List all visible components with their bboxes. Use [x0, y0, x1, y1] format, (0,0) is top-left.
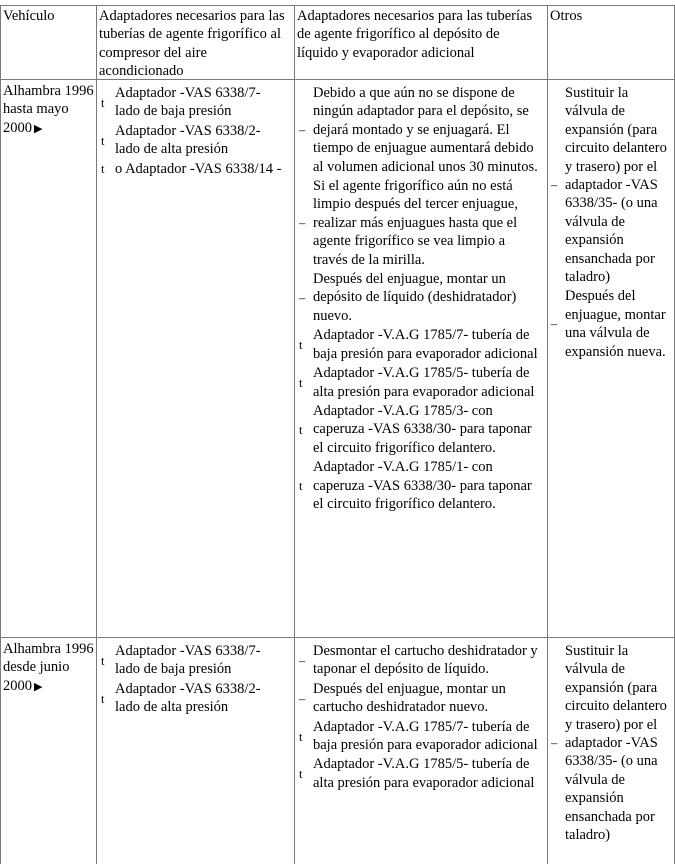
others-list	[550, 642, 670, 845]
bullet-marker: t	[299, 338, 303, 353]
row-divider	[0, 637, 675, 638]
list-item	[100, 680, 285, 717]
vehicle-cell	[3, 82, 95, 138]
list-item	[550, 287, 670, 361]
bullet-marker: t	[299, 729, 303, 744]
list-item	[100, 160, 285, 178]
list-item	[298, 642, 543, 679]
list-item-text: Después del enjuague, montar un depósito de líquido (deshidratador) nuevo.	[313, 271, 517, 324]
bullet-marker: t	[299, 376, 303, 391]
column-divider	[294, 5, 295, 864]
list-item-text: Adaptador -V.A.G 1785/1- con caperuza -VAS 6338/30- para taponar el circuito frigorífico delantero.	[313, 459, 532, 512]
bullet-marker: –	[299, 123, 306, 137]
list-item	[100, 642, 285, 679]
list-item	[298, 364, 543, 401]
list-item-text: Desmontar el cartucho deshidratador y taponar el depósito de líquido.	[313, 643, 538, 678]
list-item	[298, 458, 543, 513]
others-list	[550, 84, 670, 362]
bullet-marker: –	[551, 178, 558, 192]
list-item	[298, 718, 543, 755]
bullet-marker: –	[299, 691, 306, 706]
list-item	[550, 84, 670, 286]
list-item-text: Después del enjuague, montar un cartucho deshidratador nuevo.	[313, 680, 506, 716]
list-item	[298, 402, 543, 457]
list-item-text: Después del enjuague, montar una válvula de expansión nueva.	[565, 288, 666, 360]
list-item	[550, 642, 670, 844]
bullet-marker: t	[299, 422, 303, 437]
header-vehicle: Vehículo	[3, 8, 55, 24]
bullet-marker: –	[299, 291, 306, 306]
compressor-adapters-list	[100, 84, 285, 179]
compressor-adapters-list	[100, 642, 285, 718]
bullet-marker: t	[299, 767, 303, 782]
reservoir-adapters-list	[298, 642, 543, 793]
bullet-marker: –	[299, 654, 306, 668]
link-arrow-icon[interactable]: ▶	[34, 680, 43, 693]
list-item	[298, 84, 543, 176]
list-item	[100, 84, 285, 121]
list-item-text: Adaptador -VAS 6338/2- lado de alta presión	[115, 122, 261, 158]
vehicle-label: Alhambra 1996 desde junio 2000	[3, 641, 94, 694]
bullet-marker: t	[101, 96, 105, 110]
list-item-text: Adaptador -V.A.G 1785/7- tubería de baja presión para evaporador adicional	[313, 718, 538, 754]
list-item	[298, 755, 543, 792]
list-item-text: Sustituir la válvula de expansión (para circuito delantero y trasero) por el adaptador -VAS 6338/35- (o una válvula de expansión ensanchada por taladro)	[565, 643, 667, 844]
table-border-left	[0, 5, 1, 864]
bullet-marker: –	[551, 317, 558, 332]
list-item	[100, 122, 285, 159]
list-item-text: Adaptador -VAS 6338/2- lado de alta presión	[115, 680, 261, 716]
bullet-marker: t	[299, 479, 303, 494]
list-item	[298, 326, 543, 363]
list-item-text: Debido a que aún no se dispone de ningún adaptador para el depósito, se dejará montado y se enjuagará. El tiempo de enjuague aumentará debido al volumen adicional unos 30 minutos.	[313, 85, 538, 175]
column-divider	[96, 5, 97, 864]
bullet-marker: t	[101, 133, 105, 148]
list-item-text: Adaptador -V.A.G 1785/7- tubería de baja presión para evaporador adicional	[313, 327, 538, 362]
column-divider	[547, 5, 548, 864]
list-item-text: Adaptador -V.A.G 1785/3- con caperuza -VAS 6338/30- para taponar el circuito frigorífico delantero.	[313, 402, 532, 456]
vehicle-cell	[3, 640, 95, 696]
bullet-marker: –	[551, 736, 558, 750]
reservoir-adapters-list	[298, 84, 543, 514]
list-item	[298, 270, 543, 325]
vehicle-label: Alhambra 1996 hasta mayo 2000	[3, 83, 94, 136]
list-item	[298, 680, 543, 717]
list-item-text: Adaptador -V.A.G 1785/5- tubería de alta presión para evaporador adicional	[313, 756, 535, 791]
link-arrow-icon[interactable]: ▶	[34, 122, 43, 135]
list-item-text: Adaptador -V.A.G 1785/5- tubería de alta presión para evaporador adicional	[313, 365, 535, 400]
list-item-text: Adaptador -VAS 6338/7- lado de baja presión	[115, 85, 261, 120]
list-item-text: Sustituir la válvula de expansión (para circuito delantero y trasero) por el adaptador -VAS 6338/35- (o una válvula de expansión ensanchada por taladro)	[565, 85, 667, 286]
bullet-marker: –	[299, 216, 306, 231]
bullet-marker: t	[101, 691, 105, 706]
list-item-text: Si el agente frigorífico aún no está limpio después del tercer enjuague, realizar más enjuagues hasta que el agente frigorífico se vea limpio a través de la mirilla.	[313, 178, 518, 268]
list-item-text: o Adaptador -VAS 6338/14 -	[115, 160, 282, 177]
header-adapters-reservoir: Adaptadores necesarios para las tuberías de agente frigorífico al depósito de líquido y evaporador adicional	[297, 8, 533, 61]
bullet-marker: t	[101, 161, 105, 176]
table-border-top	[0, 5, 675, 6]
list-item-text: Adaptador -VAS 6338/7- lado de baja presión	[115, 643, 261, 678]
bullet-marker: t	[101, 654, 105, 668]
header-others: Otros	[550, 8, 583, 24]
list-item	[298, 177, 543, 269]
header-adapters-compressor: Adaptadores necesarios para las tuberías de agente frigorífico al compresor del aire acondicionado	[99, 8, 285, 80]
